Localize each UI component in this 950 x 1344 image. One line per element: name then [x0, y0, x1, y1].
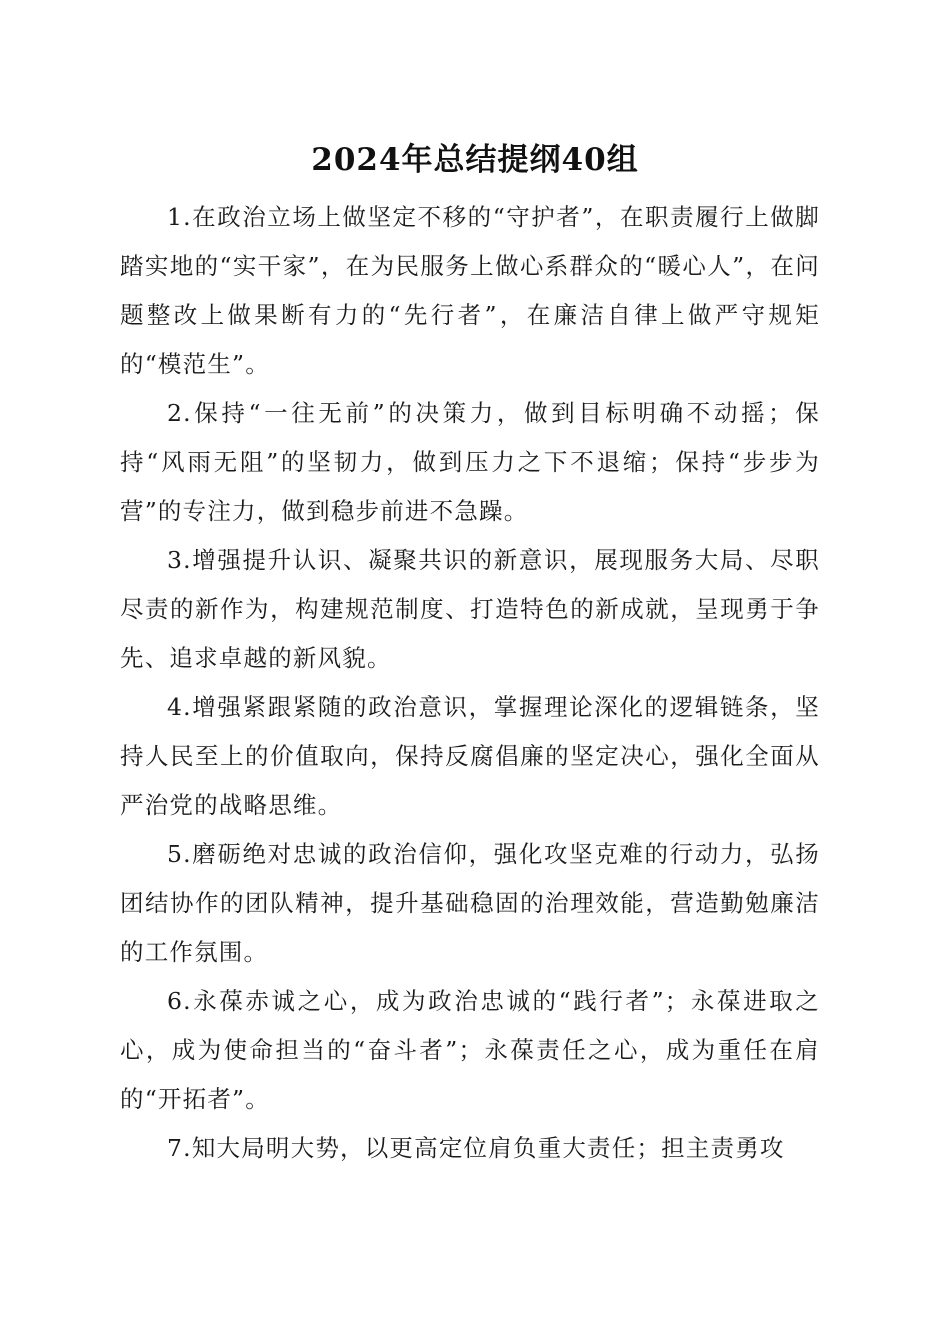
paragraph-3: 3.增强提升认识、凝聚共识的新意识，展现服务大局、尽职尽责的新作为，构建规范制度、打造特色的新成就，呈现勇于争先、追求卓越的新风貌。 [120, 546, 820, 672]
document-title: 2024年总结提纲40组 [311, 142, 639, 178]
paragraph-5: 5.磨砺绝对忠诚的政治信仰，强化攻坚克难的行动力，弘扬团结协作的团队精神，提升基础稳固的治理效能，营造勤勉廉洁的工作氛围。 [120, 840, 820, 966]
paragraph-7: 7.知大局明大势，以更高定位肩负重大责任；担主责勇攻 [167, 1134, 785, 1162]
paragraph-1: 1.在政治立场上做坚定不移的“守护者”，在职责履行上做脚踏实地的“实干家”，在为民服务上做心系群众的“暖心人”，在问题整改上做果断有力的“先行者”，在廉洁自律上做严守规矩的“模范生”。 [120, 203, 820, 378]
paragraph-6: 6.永葆赤诚之心，成为政治忠诚的“践行者”；永葆进取之心，成为使命担当的“奋斗者”；永葆责任之心，成为重任在肩的“开拓者”。 [120, 987, 820, 1113]
paragraph-2: 2.保持“一往无前”的决策力，做到目标明确不动摇；保持“风雨无阻”的坚韧力，做到压力之下不退缩；保持“步步为营”的专注力，做到稳步前进不急躁。 [120, 399, 820, 525]
paragraph-4: 4.增强紧跟紧随的政治意识，掌握理论深化的逻辑链条，坚持人民至上的价值取向，保持反腐倡廉的坚定决心，强化全面从严治党的战略思维。 [120, 693, 820, 819]
document-body [120, 193, 820, 1173]
